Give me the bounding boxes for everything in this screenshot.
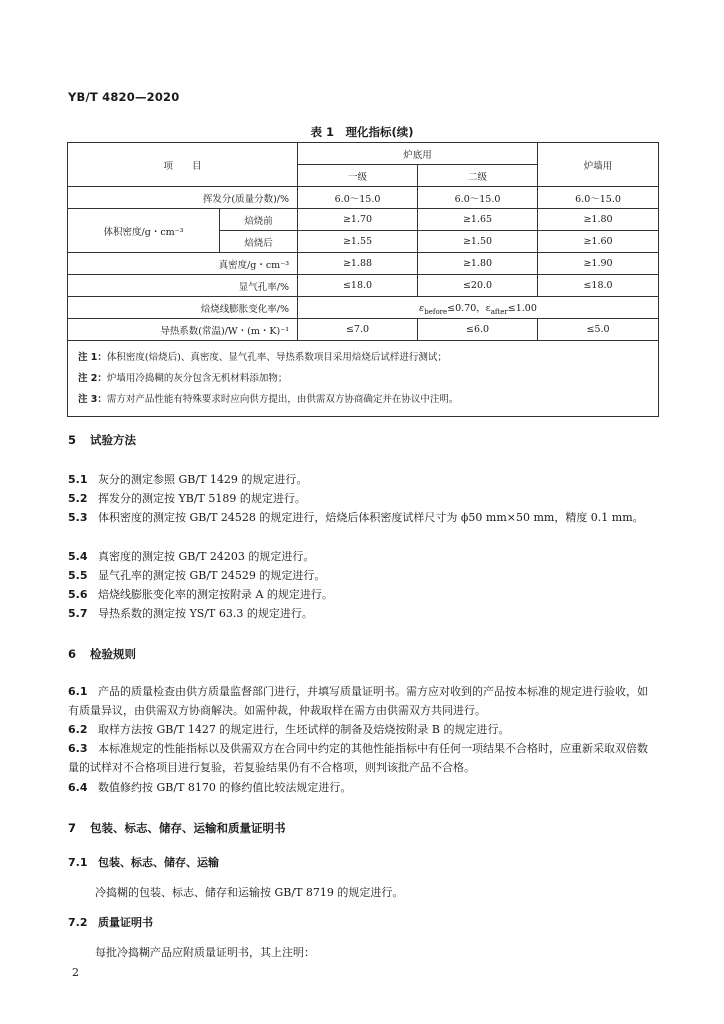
section-7-heading: 7 包装、标志、储存、运输和质量证明书 [68, 821, 286, 835]
list-item: 6.2 取样方法按 GB/T 1427 的规定进行，生坯试样的制备及焙烧按附录 B 的规定进行。 [68, 723, 510, 736]
header-hearth: 炉底用 [298, 143, 538, 165]
cell: ≤7.0 [298, 319, 418, 341]
paragraph: 冷捣糊的包装、标志、储存和运输按 GB/T 8719 的规定进行。 [95, 886, 404, 899]
header-grade2: 二级 [418, 165, 538, 187]
row-sublabel: 焙烧后 [220, 231, 298, 253]
table-row [68, 253, 659, 275]
table-row [68, 209, 659, 231]
list-item: 5.1 灰分的测定参照 GB/T 1429 的规定进行。 [68, 473, 308, 486]
note-3: 注 3：需方对产品性能有特殊要求时应向供方提出，由供需双方协商确定并在协议中注明。 [78, 394, 459, 405]
paragraph: 每批冷捣糊产品应附质量证明书，其上注明： [95, 946, 315, 959]
cell: ≥1.80 [418, 253, 538, 275]
header-grade1: 一级 [298, 165, 418, 187]
table-header-row [68, 143, 659, 165]
section-5-heading: 5 试验方法 [68, 433, 136, 447]
expansion-mid: ≤0.70，ε [447, 302, 491, 314]
notes-row [68, 341, 659, 417]
specification-table [67, 142, 659, 417]
standard-number: YB/T 4820—2020 [68, 90, 180, 104]
row-label: 焙烧线膨胀变化率/% [68, 297, 298, 319]
page-number: 2 [72, 966, 79, 979]
cell: 6.0～15.0 [418, 187, 538, 209]
cell: ≥1.65 [418, 209, 538, 231]
table-row [68, 319, 659, 341]
table-row [68, 275, 659, 297]
table-row [68, 297, 659, 319]
cell: ≥1.70 [298, 209, 418, 231]
expansion-post: ≤1.00 [507, 302, 537, 314]
list-item: 6.1 产品的质量检查由供方质量监督部门进行，并填写质量证明书。需方应对收到的产品按本标准的规定进行验收，如有质量异议，由供需双方协商解决。如需仲裁，仲裁取样在需方由供需双方共同进行。 [68, 685, 648, 717]
list-item: 6.3 本标准规定的性能指标以及供需双方在合同中约定的其他性能指标中有任何一项结果不合格时，应重新采取双倍数量的试样对不合格项目进行复验，若复验结果仍有不合格项，则判该批产品不合格。 [68, 742, 648, 774]
cell: 6.0～15.0 [298, 187, 418, 209]
subsection-7-2-heading: 7.2 质量证明书 [68, 916, 153, 929]
expansion-cell [298, 297, 659, 319]
cell: ≤18.0 [298, 275, 418, 297]
cell: ≥1.60 [538, 231, 659, 253]
row-label: 真密度/g・cm⁻³ [68, 253, 298, 275]
subscript-before: before [424, 307, 448, 316]
list-item: 5.3 体积密度的测定按 GB/T 24528 的规定进行，焙烧后体积密度试样尺寸为 ϕ50 mm×50 mm，精度 0.1 mm。 [68, 511, 644, 524]
table-row [68, 187, 659, 209]
list-item: 5.7 导热系数的测定按 YS/T 63.3 的规定进行。 [68, 607, 313, 620]
section-6-heading: 6 检验规则 [68, 647, 136, 661]
list-item: 5.2 挥发分的测定按 YB/T 5189 的规定进行。 [68, 492, 306, 505]
subsection-7-1-heading: 7.1 包装、标志、储存、运输 [68, 856, 219, 869]
row-label: 显气孔率/% [68, 275, 298, 297]
note-2: 注 2：炉墙用冷捣糊的灰分包含无机材料添加物； [78, 373, 288, 384]
cell: 6.0～15.0 [538, 187, 659, 209]
cell: ≤6.0 [418, 319, 538, 341]
cell: ≥1.55 [298, 231, 418, 253]
cell: ≤5.0 [538, 319, 659, 341]
list-item: 6.4 数值修约按 GB/T 8170 的修约值比较法规定进行。 [68, 781, 352, 794]
list-item: 5.4 真密度的测定按 GB/T 24203 的规定进行。 [68, 550, 315, 563]
subscript-after: after [490, 307, 508, 316]
table-title: 表 1 理化指标(续) [310, 125, 414, 139]
table-notes [68, 341, 659, 417]
note-1: 注 1：体积密度(焙烧后)、真密度、显气孔率、导热系数项目采用焙烧后试样进行测试； [78, 352, 447, 363]
epsilon-symbol: ε [419, 302, 425, 314]
cell: ≤18.0 [538, 275, 659, 297]
cell: ≥1.90 [538, 253, 659, 275]
cell: ≥1.50 [418, 231, 538, 253]
cell: ≤20.0 [418, 275, 538, 297]
row-label: 挥发分(质量分数)/% [68, 187, 298, 209]
row-label: 导热系数(常温)/W・(m・K)⁻¹ [68, 319, 298, 341]
row-sublabel: 焙烧前 [220, 209, 298, 231]
cell: ≥1.80 [538, 209, 659, 231]
header-item: 项 目 [68, 143, 298, 187]
list-item: 5.6 焙烧线膨胀变化率的测定按附录 A 的规定进行。 [68, 588, 333, 601]
cell: ≥1.88 [298, 253, 418, 275]
list-item: 5.5 显气孔率的测定按 GB/T 24529 的规定进行。 [68, 569, 326, 582]
row-label: 体积密度/g・cm⁻³ [68, 209, 220, 253]
header-wall: 炉墙用 [538, 143, 659, 187]
